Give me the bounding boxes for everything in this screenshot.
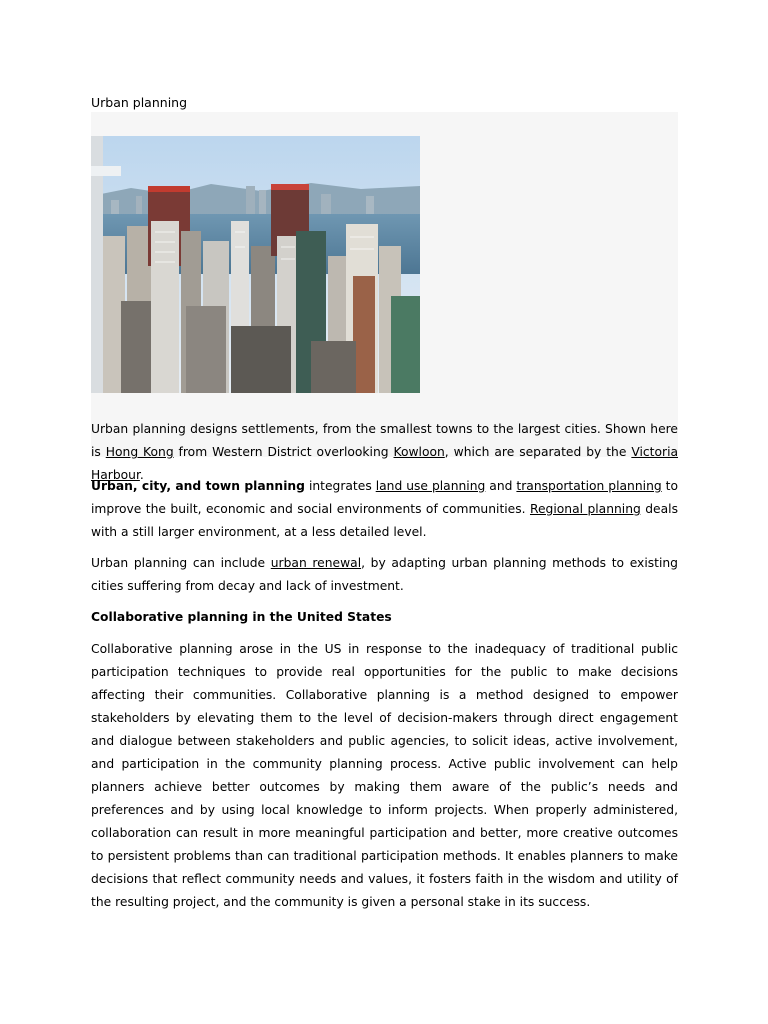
page-title: Urban planning: [91, 95, 677, 117]
paragraph-text: Urban planning can include: [91, 556, 271, 570]
link-kowloon[interactable]: Kowloon: [393, 445, 445, 459]
paragraph-text: and: [485, 479, 517, 493]
link-urban-renewal[interactable]: urban renewal: [270, 556, 362, 570]
caption-text: .: [139, 468, 144, 482]
caption-text: , which are separated by the: [444, 445, 632, 459]
link-land-use-planning[interactable]: land use planning: [375, 479, 486, 493]
hong-kong-skyline-image: [91, 136, 420, 393]
link-hong-kong[interactable]: Hong Kong: [105, 445, 174, 459]
caption-text: from Western District overlooking: [173, 445, 394, 459]
paragraph-lead: Urban, city, and town planning: [91, 479, 305, 493]
link-regional-planning[interactable]: Regional planning: [529, 502, 641, 516]
paragraph-text: to improve the built, economic and social environments of communities.: [91, 479, 678, 516]
paragraph-planning-overview: [91, 475, 678, 544]
paragraph-collaborative-planning: Collaborative planning arose in the US in response to the inadequacy of traditional public participation techniques to provide real opportunities for the public to make decisions affecting their communities. Collaborative planning is a method designed to empower stakeholders by elevating them to the level of decision-makers through direct engagement and dialogue between stakeholders and public agencies, to solicit ideas, active involvement, and participation in the community planning process. Active public involvement can help planners achieve better outcomes by making them aware of the public’s needs and preferences and by using local knowledge to inform projects. When properly administered, collaboration can result in more meaningful participation and better, more creative outcomes to persistent problems than can traditional participation methods. It enables planners to make decisions that reflect community needs and values, it fosters faith in the wisdom and utility of the resulting project, and the community is given a personal stake in its success.: [91, 642, 678, 909]
link-victoria-harbour[interactable]: Victoria Harbour: [91, 445, 679, 482]
section-heading: Collaborative planning in the United States: [91, 610, 392, 624]
paragraph-urban-renewal: [91, 552, 678, 598]
paragraph-text: , by adapting urban planning methods to existing cities suffering from decay and lack of investment.: [91, 556, 678, 593]
paragraph-text: deals with a still larger environment, at a less detailed level.: [91, 502, 678, 539]
link-transportation-planning[interactable]: transportation planning: [516, 479, 662, 493]
paragraph-text: integrates: [304, 479, 376, 493]
caption-text: Urban planning designs settlements, from the smallest towns to the largest cities. Shown here is: [91, 422, 678, 459]
